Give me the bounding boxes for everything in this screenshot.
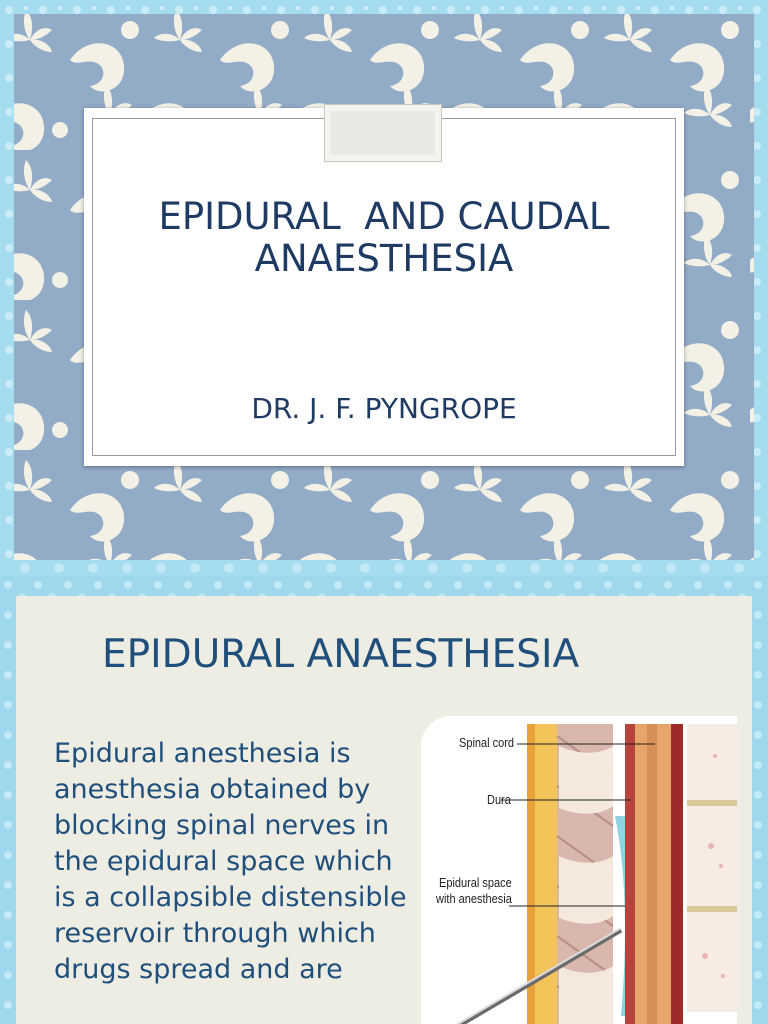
- epidural-anatomy-figure: [421, 716, 737, 1024]
- spine-illustration: [421, 716, 737, 1024]
- title-card-tab: [324, 104, 442, 162]
- label-with-anesthesia: with anesthesia: [436, 892, 512, 906]
- slide-title: [84, 196, 684, 280]
- slide-title-line1: EPIDURAL AND CAUDAL: [158, 195, 610, 238]
- label-dura: Dura: [487, 793, 511, 807]
- content-slide: [0, 576, 768, 1024]
- slide-title-line2: ANAESTHESIA: [254, 237, 514, 280]
- content-heading: EPIDURAL ANAESTHESIA: [102, 632, 580, 677]
- content-body-text: Epidural anesthesia is anesthesia obtained by blocking spinal nerves in the epidural space which is a collapsible distensible reservoir through which drugs spread and are: [54, 738, 407, 985]
- slide-subtitle: DR. J. F. PYNGROPE: [251, 392, 517, 425]
- title-card: [84, 108, 684, 466]
- label-spinal-cord: Spinal cord: [459, 736, 515, 750]
- label-epidural-space: Epidural space: [439, 876, 512, 890]
